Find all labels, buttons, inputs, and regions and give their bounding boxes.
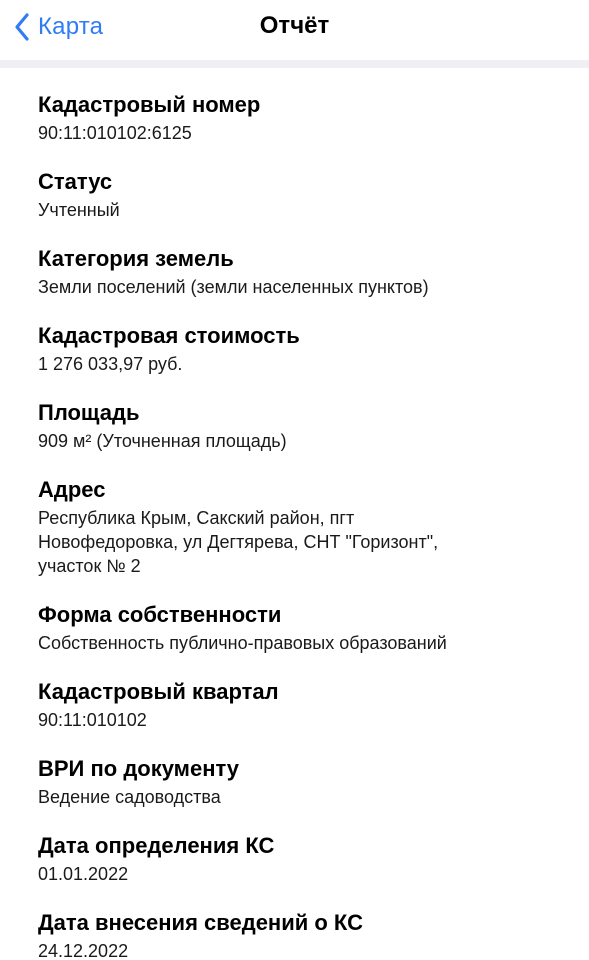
navigation-bar	[0, 0, 589, 60]
field-permitted-use	[38, 754, 589, 831]
field-value: Ведение садоводства	[38, 787, 221, 807]
field-land-category	[38, 244, 589, 321]
field-status	[38, 167, 589, 244]
field-area	[38, 398, 589, 475]
field-label: Площадь	[38, 400, 140, 425]
field-value: Собственность публично-правовых образований	[38, 633, 447, 653]
field-value: Учтенный	[38, 200, 120, 220]
field-valuation-date	[38, 831, 589, 908]
address-line: Республика Крым, Сакский район, пгт	[38, 508, 355, 528]
field-label: Кадастровый квартал	[38, 679, 279, 704]
field-cadastral-value	[38, 321, 589, 398]
field-ownership-form	[38, 600, 589, 677]
field-value: Земли поселений (земли населенных пунктов)	[38, 277, 429, 297]
field-entry-date	[38, 908, 589, 960]
field-label: Дата внесения сведений о КС	[38, 910, 363, 935]
field-value	[38, 506, 548, 578]
field-value: 90:11:010102	[38, 710, 147, 730]
field-label: Категория земель	[38, 246, 234, 271]
address-line: участок № 2	[38, 556, 141, 576]
field-label: Статус	[38, 169, 113, 194]
field-label: ВРИ по документу	[38, 756, 240, 781]
field-cadastral-number	[38, 90, 589, 167]
address-line: Новофедоровка, ул Дегтярева, СНТ "Горизонт",	[38, 532, 439, 552]
field-value: 01.01.2022	[38, 864, 129, 884]
back-button-label: Карта	[38, 13, 104, 40]
field-value: 24.12.2022	[38, 941, 129, 960]
field-value: 90:11:010102:6125	[38, 123, 192, 143]
field-label: Адрес	[38, 477, 106, 502]
page-title: Отчёт	[259, 12, 330, 39]
field-label: Кадастровый номер	[38, 92, 261, 117]
divider	[0, 60, 589, 68]
field-cadastral-quarter	[38, 677, 589, 754]
report-fields	[0, 68, 589, 960]
field-value: 909 м² (Уточненная площадь)	[38, 431, 287, 451]
field-label: Кадастровая стоимость	[38, 323, 300, 348]
field-label: Форма собственности	[38, 602, 282, 627]
field-address	[38, 475, 589, 600]
field-label: Дата определения КС	[38, 833, 275, 858]
field-value: 1 276 033,97 руб.	[38, 354, 183, 374]
